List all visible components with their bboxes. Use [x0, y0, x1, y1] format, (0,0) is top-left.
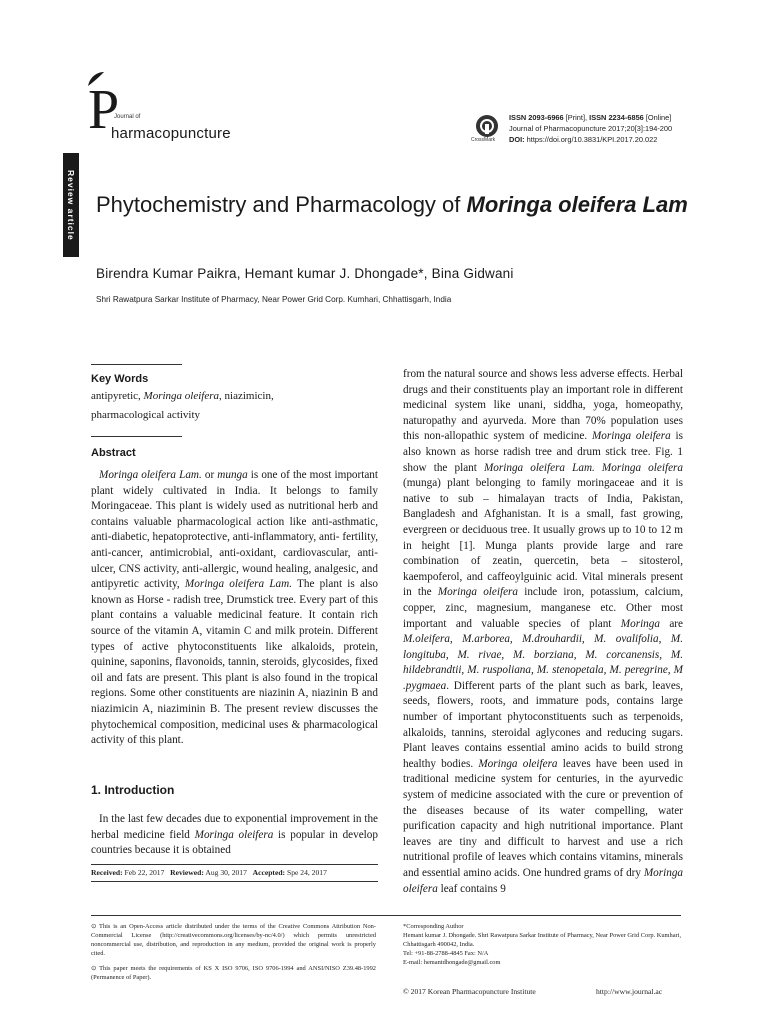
dates-rule-bottom: [91, 881, 378, 882]
journal-citation: Journal of Pharmacopuncture 2017;20[3]:194-200: [509, 124, 673, 133]
license-text: ⊙ This is an Open-Access article distributed under the terms of the Creative Commons Attribution Non-Commercial License (http://creativecommons.org/licenses/by-nc/4.0/) which permits unrestricted noncommercial use, distribution, and reproduction in any medium, provided the original work is properly cited.: [91, 923, 376, 957]
corresponding-author-phone: Tel: +91-88-2788-4845 Fax: N/A: [403, 950, 489, 957]
corresponding-author-heading: *Corresponding Author: [403, 923, 464, 930]
dates-rule-top: [91, 864, 378, 865]
crossmark-label: CrossMark: [471, 137, 496, 143]
affiliation: Shri Rawatpura Sarkar Institute of Pharmacy, Near Power Grid Corp. Kumhari, Chhattisgarh, India: [96, 295, 452, 304]
dates-line: [91, 868, 378, 877]
journal-logo-prefix: Journal of: [114, 114, 141, 120]
journal-logo-name: harmacopuncture: [111, 125, 231, 142]
accepted-date: Spe 24, 2017: [287, 868, 327, 877]
accepted-label: Accepted:: [252, 868, 286, 877]
keywords-heading: Key Words: [91, 373, 149, 385]
keywords-list: [91, 387, 301, 425]
introduction-text: In the last few decades due to exponential improvement in the herbal medicine field Moringa oleifera is popular in develop countries because it is obtained: [91, 813, 378, 857]
reviewed-label: Reviewed:: [170, 868, 204, 877]
copyright-notice: © 2017 Korean Pharmacopuncture Institute: [403, 987, 536, 996]
crossmark-icon[interactable]: [476, 115, 498, 137]
received-date: Feb 22, 2017: [124, 868, 165, 877]
footnote-rule: [91, 915, 681, 916]
article-title: [96, 190, 736, 219]
right-column-text: from the natural source and shows less adverse effects. Herbal drugs and their constituents play an important role in different medicinal system like unani, siddha, yoga, homeopathy, naturopathy and ayurveda. More than 70% population uses this non-allopathic system of medicine. Moringa oleifera is also known as horse radish tree and drum stick tree. Fig. 1 show the plant Moringa oleifera Lam. Moringa oleifera (munga) plant belonging to family moringaceae and it is native to sub – himalayan tracts of India, Pakistan, Bangladesh and Afghanistan. It is a small, fast growing, evergreen or deciduous tree. It usually grows up to 10 to 12 m in height [1]. Munga plants provide large and rare combination of zeatin, quercetin, beta – sitosterol, kaempoferol, and caffeoylguinic acid. Vital minerals present in the Moringa oleifera include iron, potassium, calcium, copper, zinc, magnesium, manganese etc. Other most important and valuable species of plant Moringa are M.oleifera, M.arborea, M.drouhardii, M. ovalifolia, M. longituba, M. rivae, M. borziana, M. corcanensis, M. hildebrandtii, M. ruspoliana, M. stenopetala, M. peregrine, M .pygmaea. Different parts of the plant such as bark, leaves, seeds, flowers, roots, and immature pods, contains large number of important phytoconstituents such as terpenoids, alkaloids, tannins, steroidal aglycones and reducing sugars. Plant leaves contains essential amino acids to build strong healthy bodies. Moringa oleifera leaves have been used in traditional medicine system for centuries, in the ayurvedic system of medicine associated with the cure or prevention of the diseases because of its water compelling, water purification capacity and high nutritional importance. Plant leaves are tiny and difficult to harvest and use a rich nutritional profile of leaves which contains vitamins, minerals and essential amino acids. One hundred grams of dry Moringa oleifera leaf contains 9: [403, 368, 683, 895]
received-label: Received:: [91, 868, 123, 877]
corresponding-author-footnote: [403, 922, 683, 967]
section-heading-introduction: 1. Introduction: [91, 783, 175, 797]
keyword: , niazimicin,: [219, 390, 274, 402]
corresponding-author-email[interactable]: E-mail: hemantdhongade@gmail.com: [403, 959, 501, 966]
issn-print-suffix: [Print],: [565, 113, 588, 122]
abstract-rule: [91, 436, 182, 437]
keyword: Moringa oleifera: [143, 390, 220, 402]
license-footnote: [91, 922, 376, 982]
abstract-text: Moringa oleifera Lam. or munga is one of the most important plant widely cultivated in India. It belongs to family Moringaceae. This plant is widely used as nutritional herb and contains valuable pharmacological action like anti-asthmatic, anti-diabetic, hepatoprotective, anti-inflammatory, anti- fertility, anti-cancer, antimicrobial, anti-oxidant, cardiovascular, anti-ulcer, CNS activity, anti-allergic, wound healing, analgesic, and antipyretic activity, Moringa oleifera Lam. The plant is also known as Horse - radish tree, Drumstick tree. Every part of this plant contains a valuable medicinal feature. It contain rich source of the vitamin A, vitamin C and milk protein. Different types of active phytoconstituents like alkaloids, protein, quinine, saponins, flavonoids, tannin, steroids, glycosides, fixed oil and fats are present. This plant is also found in the tropical regions. Some other constituents are niazinin A, niazinin B and niazimicin A, niaziminin B. The present review discusses the phytochemical composition, medicinal uses & pharmacological activity of this plant.: [91, 469, 379, 747]
paper-permanence-text: ⊙ This paper meets the requirements of KS X ISO 9706, ISO 9706-1994 and ANSI/NISO Z39.48-1992 (Permanence of Paper).: [91, 965, 376, 981]
issn-online-suffix: [Online]: [645, 113, 672, 122]
author-list: Birendra Kumar Paikra, Hemant kumar J. Dhongade*, Bina Gidwani: [96, 266, 514, 281]
abstract-heading: Abstract: [91, 447, 136, 459]
keywords-rule: [91, 364, 182, 365]
doi-link[interactable]: https://doi.org/10.3831/KPI.2017.20.022: [526, 135, 658, 144]
issn-online: ISSN 2234-6856: [589, 113, 644, 122]
keyword: pharmacological activity: [91, 409, 201, 421]
issn-block: [509, 112, 672, 145]
reviewed-date: Aug 30, 2017: [205, 868, 247, 877]
journal-logo-letter: P: [88, 79, 120, 141]
article-type-label: Review article: [66, 169, 76, 241]
title-species: Moringa oleifera Lam: [466, 192, 688, 217]
journal-url-link[interactable]: http://www.journal.ac: [596, 987, 663, 996]
title-plain: Phytochemistry and Pharmacology of: [96, 192, 467, 217]
keyword: antipyretic,: [91, 390, 141, 402]
issn-print: ISSN 2093-6966: [509, 113, 564, 122]
doi-label: DOI:: [509, 135, 525, 144]
corresponding-author-address: Hemant kumar J. Dhongade. Shri Rawatpura Sarkar Institute of Pharmacy, Near Power Grid Corp. Kumhari, Chhattisgarh 490042, India.: [403, 932, 682, 948]
